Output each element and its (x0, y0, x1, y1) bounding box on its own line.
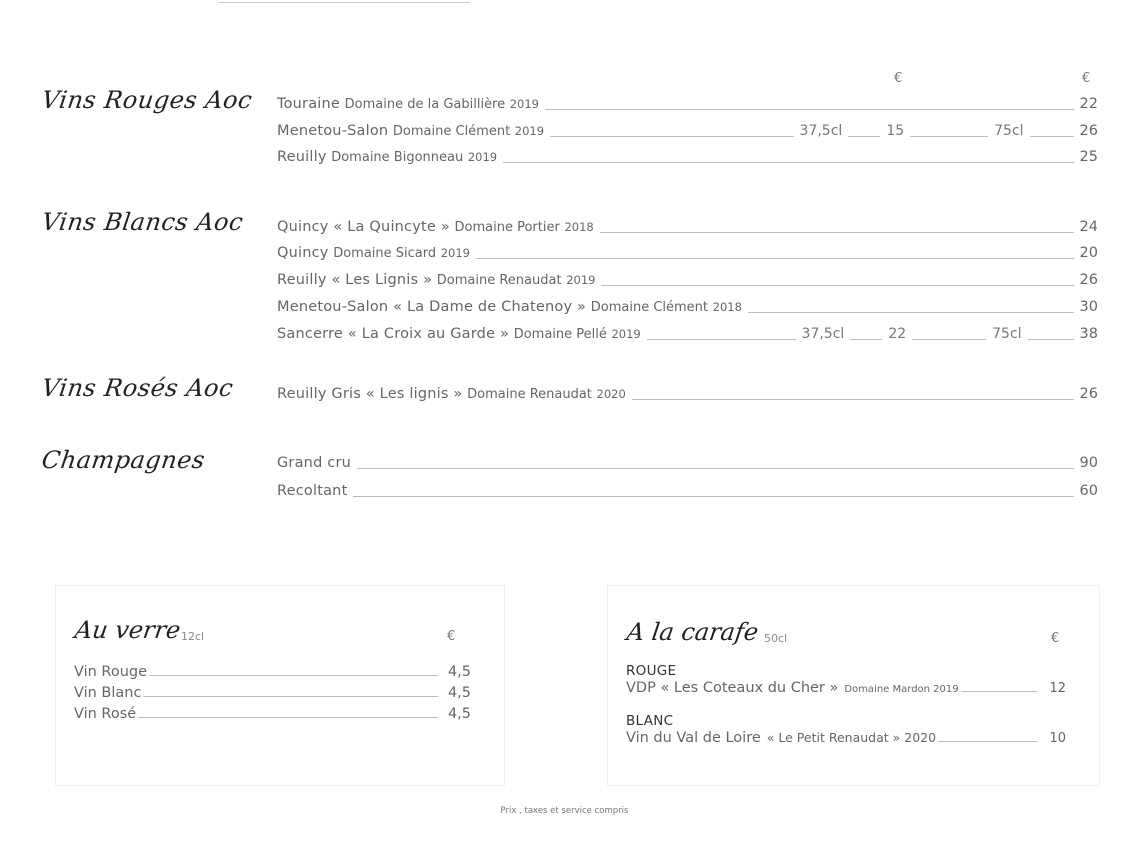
wine-name: Sancerre « La Croix au Garde » (277, 326, 510, 342)
dot-leader (910, 136, 988, 137)
top-divider (219, 2, 470, 3)
wine-row (277, 272, 1098, 292)
dot-leader (601, 285, 1073, 286)
dot-leader (353, 496, 1073, 497)
section-title-rouges: Vins Rouges Aoc (40, 86, 255, 114)
section-title-champagnes: Champagnes (40, 446, 207, 474)
wine-price: 26 (1079, 123, 1098, 139)
wine-price: 26 (1079, 386, 1098, 402)
wine-domain: Domaine Pellé (513, 327, 607, 342)
glass-wine-name: Vin Rosé (74, 706, 137, 722)
dot-leader (1028, 339, 1074, 340)
wine-domain: Domaine Renaudat (436, 273, 562, 288)
au-verre-size: 12cl (181, 630, 205, 643)
wine-year: 2020 (596, 387, 626, 401)
carafe-wine-domain: Domaine Mardon 2019 (844, 684, 959, 695)
dot-leader (545, 109, 1074, 110)
wine-name: Menetou-Salon (277, 123, 389, 139)
dot-leader (1030, 136, 1074, 137)
dot-leader (748, 312, 1074, 313)
wine-label (277, 96, 539, 112)
wine-label (277, 272, 595, 288)
wine-label (277, 299, 742, 315)
wine-price: 22 (1079, 96, 1098, 112)
wine-domain: Domaine Sicard (333, 246, 437, 261)
section-title-roses: Vins Rosés Aoc (40, 374, 236, 402)
wine-domain: Domaine Bigonneau (331, 150, 464, 165)
glass-wine-name: Vin Rouge (74, 664, 148, 680)
carafe-wine-name: VDP « Les Coteaux du Cher » (626, 680, 839, 696)
wine-name: Quincy « La Quincyte » (277, 219, 450, 235)
wine-row (277, 299, 1098, 319)
dot-leader (938, 741, 1037, 742)
wine-year: 2019 (611, 327, 641, 341)
carafe-wine-name: Vin du Val de Loire (626, 730, 761, 746)
footer-note: Prix , taxes et service compris (500, 806, 629, 816)
wine-label (277, 455, 351, 471)
dot-leader (357, 468, 1074, 469)
wine-label (277, 149, 497, 165)
wine-row (277, 483, 1098, 503)
wine-domain: Domaine Clément (392, 124, 511, 139)
carafe-wine-price: 12 (1049, 681, 1066, 696)
wine-name: Reuilly (277, 149, 327, 165)
dot-leader (143, 696, 437, 697)
list-item (626, 730, 1066, 746)
glass-wine-name: Vin Blanc (74, 685, 142, 701)
dot-leader (149, 675, 438, 676)
wine-year: 2019 (509, 97, 540, 111)
wine-price: 25 (1079, 149, 1098, 165)
wine-price: 20 (1079, 245, 1098, 261)
glass-wine-price: 4,5 (447, 706, 471, 722)
section-title-blancs: Vins Blancs Aoc (40, 208, 246, 236)
wine-name: Recoltant (277, 483, 348, 499)
wine-label (277, 219, 594, 235)
wine-row (277, 455, 1098, 475)
carafe-wine-price: 10 (1049, 731, 1066, 746)
wine-row (277, 386, 1098, 406)
wine-domain: Domaine Clément (590, 300, 709, 315)
wine-label (277, 483, 347, 499)
dot-leader (961, 691, 1038, 692)
wine-row (277, 245, 1098, 265)
wine-label (277, 386, 626, 402)
list-item (74, 685, 471, 701)
wine-name: Reuilly Gris « Les lignis » (277, 386, 463, 402)
wine-domain: Domaine de la Gabillière (344, 97, 506, 112)
dot-leader (647, 339, 796, 340)
half-bottle-price: 15 (886, 123, 905, 139)
glass-wine-price: 4,5 (447, 685, 471, 701)
dot-leader (476, 258, 1074, 259)
carafe-category-blanc: BLANC (626, 713, 674, 729)
wine-name: Menetou-Salon « La Dame de Chatenoy » (277, 299, 587, 315)
au-verre-euro: € (447, 629, 456, 644)
wine-row (277, 219, 1098, 239)
list-item (626, 680, 1066, 696)
wine-price: 38 (1079, 326, 1098, 342)
wine-label (277, 245, 470, 261)
wine-name: Quincy (277, 245, 329, 261)
wine-price: 26 (1079, 272, 1098, 288)
carafe-title: A la carafe (625, 618, 761, 646)
wine-year: 2019 (514, 124, 545, 138)
dot-leader (138, 717, 438, 718)
carafe-euro: € (1051, 631, 1060, 646)
dot-leader (850, 339, 882, 340)
wine-domain: Domaine Renaudat (467, 387, 592, 402)
wine-label (277, 326, 641, 342)
dot-leader (600, 232, 1074, 233)
carafe-wine-domain: « Le Petit Renaudat » 2020 (766, 730, 937, 745)
glass-wine-price: 4,5 (447, 664, 471, 680)
wine-domain: Domaine Portier (454, 220, 560, 235)
carafe-size: 50cl (764, 632, 788, 645)
wine-label (277, 123, 544, 139)
list-item (74, 664, 471, 680)
list-item (74, 706, 471, 722)
wine-year: 2018 (712, 300, 742, 314)
wine-price: 90 (1079, 455, 1098, 471)
wine-row (277, 326, 1098, 346)
au-verre-title: Au verre (73, 616, 183, 644)
wine-name: Grand cru (277, 455, 352, 471)
dot-leader (550, 136, 793, 137)
dot-leader (912, 339, 986, 340)
wine-name: Touraine (277, 96, 341, 112)
euro-header-large: € (1082, 71, 1091, 86)
dot-leader (632, 399, 1074, 400)
wine-year: 2019 (440, 246, 470, 260)
dot-leader (848, 136, 880, 137)
wine-year: 2019 (566, 273, 596, 287)
half-bottle-size: 37,5cl (801, 326, 845, 342)
wine-row (277, 149, 1098, 169)
wine-price: 60 (1079, 483, 1098, 499)
wine-year: 2019 (467, 150, 498, 164)
bottle-size: 75cl (992, 326, 1022, 342)
half-bottle-price: 22 (888, 326, 907, 342)
wine-year: 2018 (564, 220, 594, 234)
euro-header-small: € (894, 71, 903, 86)
dot-leader (503, 162, 1073, 163)
carafe-category-rouge: ROUGE (626, 663, 677, 679)
wine-name: Reuilly « Les Lignis » (277, 272, 433, 288)
half-bottle-size: 37,5cl (799, 123, 843, 139)
wine-row (277, 123, 1098, 143)
wine-price: 24 (1079, 219, 1098, 235)
wine-row (277, 96, 1098, 116)
bottle-size: 75cl (994, 123, 1024, 139)
wine-price: 30 (1079, 299, 1098, 315)
